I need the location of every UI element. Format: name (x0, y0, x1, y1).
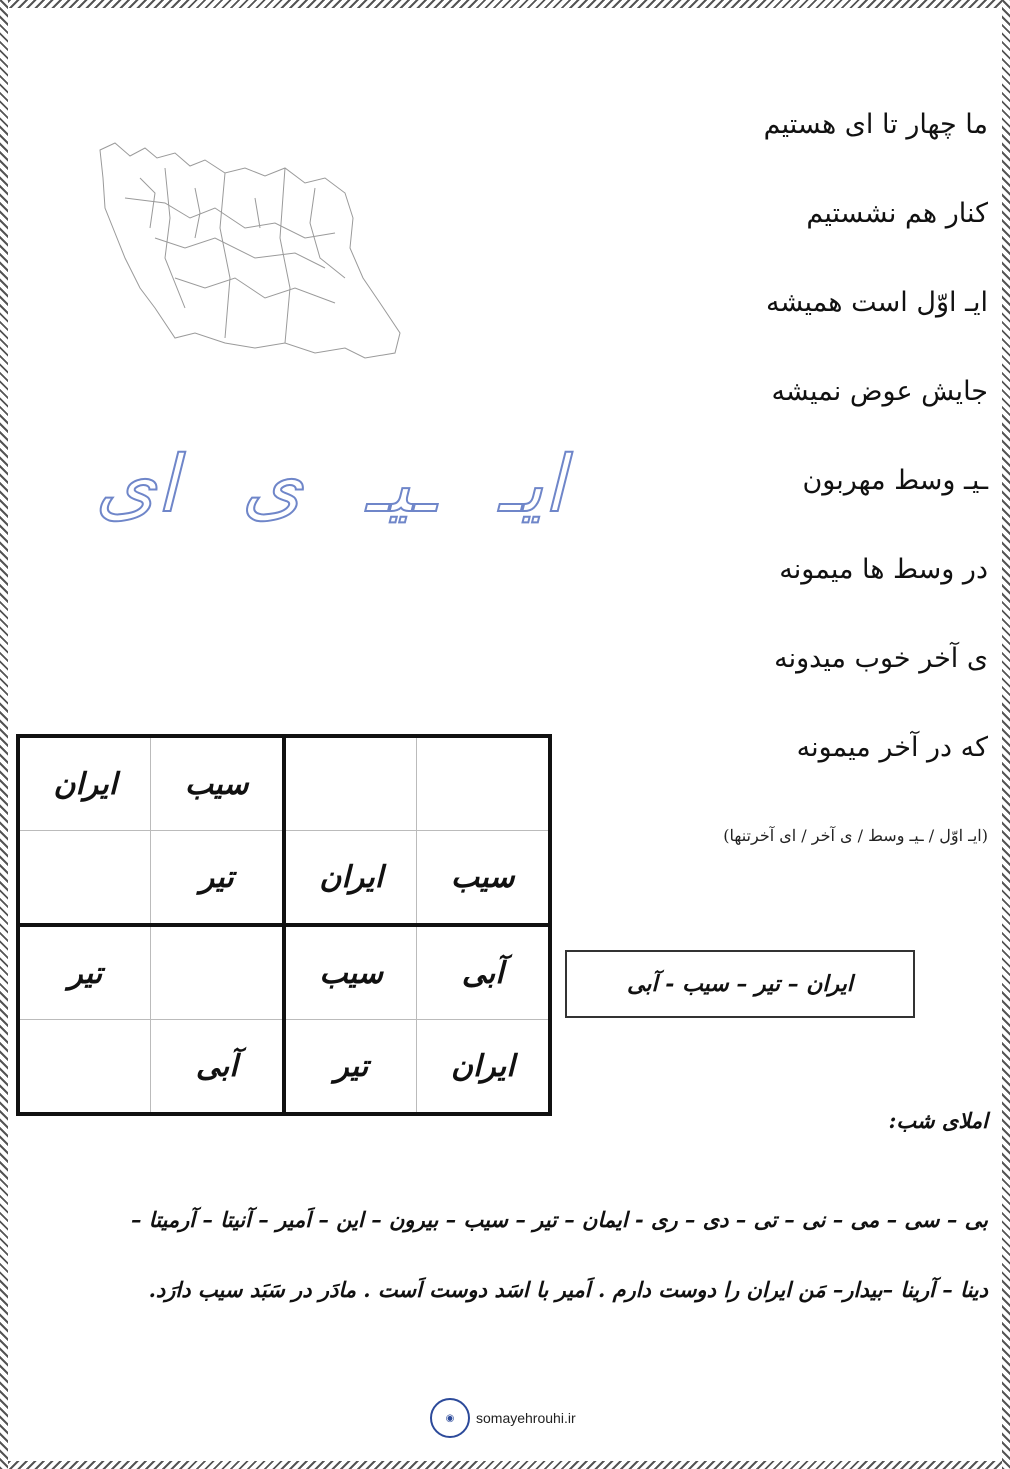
dictation-text (22, 1185, 988, 1325)
grid-cell[interactable] (151, 925, 284, 1020)
grid-cell[interactable]: سیب (151, 736, 284, 831)
iran-map-image (95, 138, 407, 360)
poem-line: در وسط ها میمونه (779, 554, 988, 585)
word-list-box: ایران – تیر – سیب - آبی (565, 950, 915, 1018)
site-logo-icon: ◉ (430, 1398, 470, 1438)
grid-cell[interactable]: تیر (151, 831, 284, 926)
dictation-line: بی – سی – می – نی – تی – دی – ری - ایمان – تیر – سیب – بیرون – این – اَمیر – آنیتا – آرمیتا – (130, 1207, 988, 1232)
poem-line: ی آخر خوب میدونه (774, 643, 988, 674)
page-border-right (1002, 0, 1010, 1469)
grid-cell[interactable] (18, 1020, 151, 1115)
grid-cell[interactable] (417, 736, 550, 831)
grid-cell[interactable]: سیب (284, 925, 417, 1020)
page-border-top (0, 0, 1010, 8)
dictation-title: املای شب: (888, 1108, 988, 1133)
grid-cell[interactable]: تیر (284, 1020, 417, 1115)
grid-cell[interactable]: ایران (284, 831, 417, 926)
poem-line: ـیـ وسط مهربون (802, 465, 988, 496)
grid-cell[interactable] (284, 736, 417, 831)
letter-medial: ـیـ (365, 440, 436, 530)
letter-initial: ایـ (498, 440, 565, 530)
page-border-left (0, 0, 8, 1469)
site-url[interactable]: somayehrouhi.ir (476, 1410, 576, 1426)
letter-final: ی (241, 440, 303, 530)
grid-cell[interactable]: ایران (417, 1020, 550, 1115)
poem-line: ایـ اوّل است همیشه (765, 287, 988, 318)
grid-cell[interactable]: سیب (417, 831, 550, 926)
dictation-line: دینا – آرینا –بیدار– مَن ایران را دوست دارم . اَمیر با اسَد دوست اَست . مادَر در سَبَد سیب دارَد. (148, 1277, 988, 1302)
grid-cell[interactable]: آبی (417, 925, 550, 1020)
poem-note: (ایـ اوّل / ـیـ وسط / ی آخر / ای آخرتنها) (723, 826, 988, 845)
letter-forms (95, 430, 565, 540)
grid-cell[interactable]: آبی (151, 1020, 284, 1115)
poem (668, 100, 988, 812)
grid-cell[interactable]: ایران (18, 736, 151, 831)
poem-line: کنار هم نشستیم (806, 198, 988, 229)
footer (430, 1398, 576, 1438)
grid-cell[interactable] (18, 831, 151, 926)
poem-line: که در آخر میمونه (796, 732, 988, 763)
poem-line: ما چهار تا ای هستیم (763, 109, 988, 140)
letter-isolated: ای (95, 440, 178, 530)
grid-cell[interactable]: تیر (18, 925, 151, 1020)
poem-line: جایش عوض نمیشه (771, 376, 988, 407)
word-sudoku-grid (16, 734, 552, 1116)
page-border-bottom (0, 1461, 1010, 1469)
